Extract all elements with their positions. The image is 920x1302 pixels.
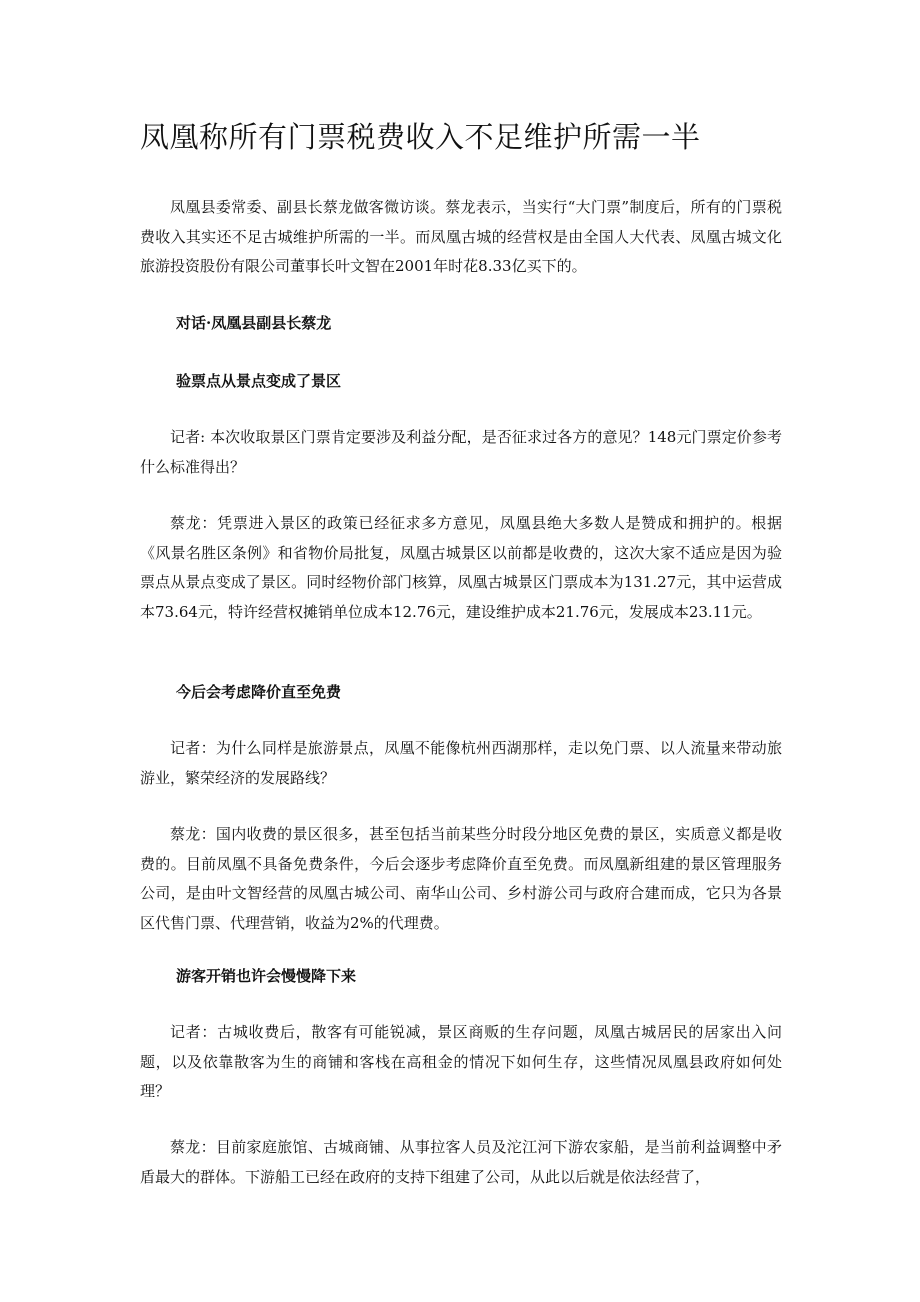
cai-long-answer-2: 蔡龙：国内收费的景区很多，甚至包括当前某些分时段分地区免费的景区，实质意义都是收费的。目前凤凰不具备免费条件，今后会逐步考虑降价直至免费。而凤凰新组建的景区管理服务公司，是由叶文智经营的凤凰古城公司、南华山公司、乡村游公司与政府合建而成，它只为各景区代售门票、代理营销，收益为2%的代理费。 xyxy=(140,825,782,932)
section-heading-1: 验票点从景点变成了景区 xyxy=(176,372,342,390)
section-heading-2: 今后会考虑降价直至免费 xyxy=(176,683,342,701)
reporter-question-3: 记者：古城收费后，散客有可能锐减，景区商贩的生存问题，凤凰古城居民的居家出入问题，以及依靠散客为生的商铺和客栈在高租金的情况下如何生存，这些情况凤凰县政府如何处理？ xyxy=(140,1023,782,1100)
cai-long-answer-3: 蔡龙：目前家庭旅馆、古城商铺、从事拉客人员及沱江河下游农家船，是当前利益调整中矛盾最大的群体。下游船工已经在政府的支持下组建了公司，从此以后就是依法经营了， xyxy=(140,1138,782,1186)
dialogue-heading: 对话·凤凰县副县长蔡龙 xyxy=(176,314,332,332)
section-heading-3: 游客开销也许会慢慢降下来 xyxy=(176,967,357,985)
reporter-question-2: 记者：为什么同样是旅游景点，凤凰不能像杭州西湖那样，走以免门票、以人流量来带动旅游业，繁荣经济的发展路线？ xyxy=(140,739,782,787)
cai-long-answer-1: 蔡龙：凭票进入景区的政策已经征求多方意见，凤凰县绝大多数人是赞成和拥护的。根据《风景名胜区条例》和省物价局批复，凤凰古城景区以前都是收费的，这次大家不适应是因为验票点从景点变成了景区。同时经物价部门核算，凤凰古城景区门票成本为131.27元，其中运营成本73.64元，特许经营权摊销单位成本12.76元，建设维护成本21.76元，发展成本23.11元。 xyxy=(140,514,782,621)
reporter-question-1: 记者: 本次收取景区门票肯定要涉及利益分配，是否征求过各方的意见？148元门票定价参考什么标准得出？ xyxy=(140,428,782,476)
intro-paragraph: 凤凰县委常委、副县长蔡龙做客微访谈。蔡龙表示，当实行“大门票”制度后，所有的门票税费收入其实还不足古城维护所需的一半。而凤凰古城的经营权是由全国人大代表、凤凰古城文化旅游投资股份有限公司董事长叶文智在2001年时花8.33亿买下的。 xyxy=(140,198,782,275)
article-title: 凤凰称所有门票税费收入不足维护所需一半 xyxy=(140,120,701,154)
